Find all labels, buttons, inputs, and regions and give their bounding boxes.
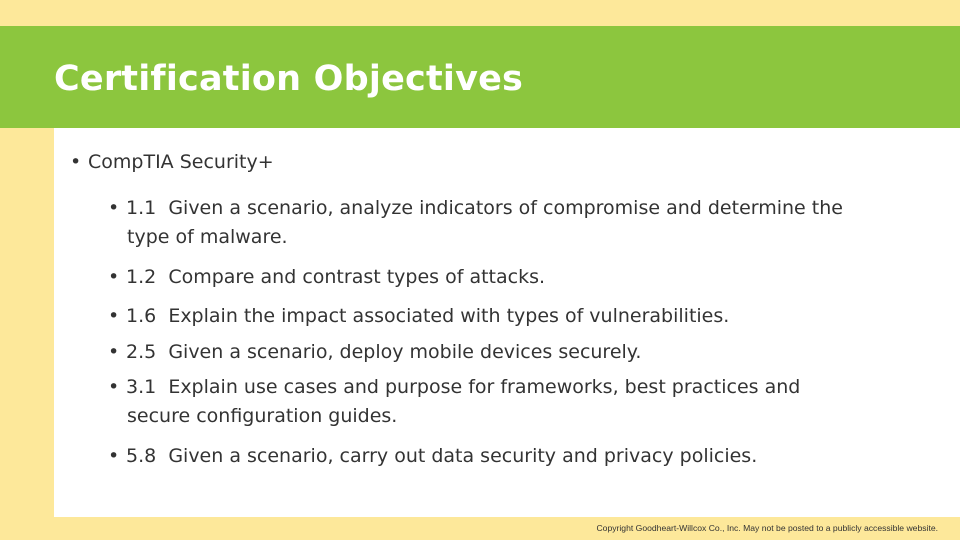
objective-text: Given a scenario, analyze indicators of compromise and determine the [168,197,843,219]
objective-text: Compare and contrast types of attacks. [168,266,546,288]
bullet-text: CompTIA Security+ [88,151,274,173]
objective-id: 1.6 [126,305,157,327]
objective-item [108,300,908,332]
objective-id: 5.8 [126,445,157,467]
bullet-dot: • [108,305,120,327]
objective-text: Explain use cases and purpose for frameworks, best practices and [168,376,801,398]
objective-text: Explain the impact associated with types of vulnerabilities. [168,305,730,327]
objective-id: 1.2 [126,266,157,288]
bullet-dot: • [108,341,120,363]
slide-title: Certification Objectives [54,59,524,99]
bullet-dot: • [70,151,82,173]
bullet-level1 [70,150,274,175]
objective-item [108,440,908,472]
objective-text: Given a scenario, carry out data security and privacy policies. [168,445,758,467]
copyright-notice: Copyright Goodheart-Willcox Co., Inc. May not be posted to a publicly accessible website. [596,523,938,533]
objective-item [108,371,908,429]
objective-item [108,336,908,368]
objective-item [108,192,908,250]
bullet-dot: • [108,266,120,288]
bullet-dot: • [108,197,120,219]
objective-id: 2.5 [126,341,157,363]
bullet-dot: • [108,445,120,467]
objective-id: 1.1 [126,197,157,219]
top-accent-strip [0,0,960,26]
objective-id: 3.1 [126,376,157,398]
objective-continuation: type of malware. [127,226,288,248]
objective-continuation: secure configuration guides. [127,405,398,427]
bullet-dot: • [108,376,120,398]
objective-text: Given a scenario, deploy mobile devices securely. [168,341,642,363]
objective-item [108,261,908,293]
